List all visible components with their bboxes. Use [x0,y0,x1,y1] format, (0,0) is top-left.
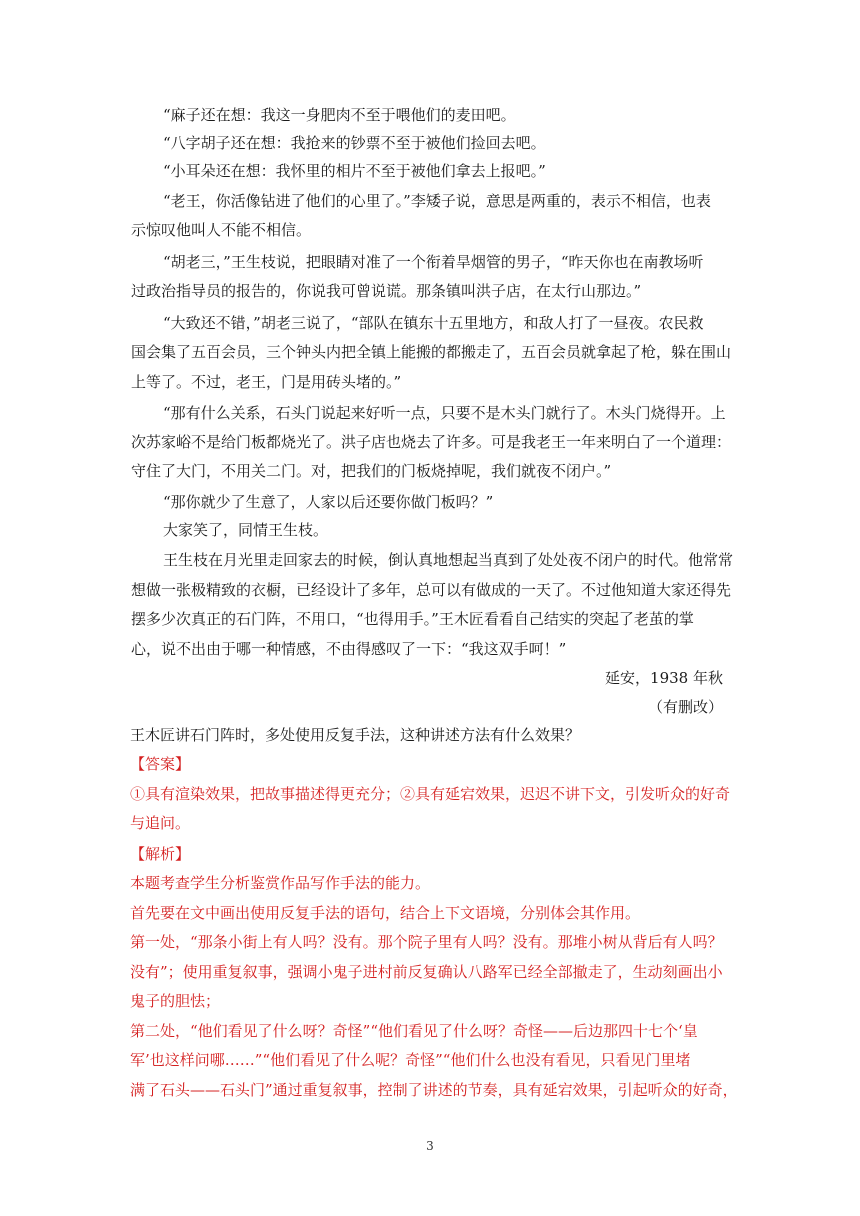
story-line: 次苏家峪不是给门板都烧光了。洪子店也烧去了许多。可是我老王一年来明白了一个道理： [131,433,732,451]
analysis-line: 满了石头——石头门”通过重复叙事，控制了讲述的节奏，具有延宕效果，引起听众的好奇， [130,1081,738,1099]
story-line: 大家笑了，同情王生枝。 [163,521,329,539]
analysis-line: 首先要在文中画出使用反复手法的语句，结合上下文语境，分别体会其作用。 [130,904,641,922]
story-line: 过政治指导员的报告的，你说我可曾说谎。那条镇叫洪子店，在太行山那边。” [131,282,642,300]
story-line: 摆多少次真正的石门阵，不用口，“也得用手。”王木匠看看自己结实的突起了老茧的掌 [131,610,694,628]
dateline: 延安，1938 年秋 [605,669,723,687]
analysis-line: 军’也这样问哪……”“他们看见了什么呢？奇怪”“他们什么也没有看见，只看见门里堵 [130,1051,691,1069]
story-line: 示惊叹他叫人不能不相信。 [131,221,312,239]
story-line: 国会集了五百会员，三个钟头内把全镇上能搬的都搬走了，五百会员就拿起了枪，躲在围山 [131,343,732,361]
analysis-line: 本题考查学生分析鉴赏作品写作手法的能力。 [130,874,431,892]
question-text: 王木匠讲石门阵时，多处使用反复手法，这种讲述方法有什么效果？ [130,726,581,744]
answer-label: 【答案】 [130,755,191,773]
story-line: 守住了大门，不用关二门。对，把我们的门板烧掉呢，我们就夜不闭户。” [131,462,612,480]
analysis-line: 第一处，“那条小街上有人吗？没有。那个院子里有人吗？没有。那堆小树从背后有人吗？ [130,933,723,951]
analysis-label: 【解析】 [130,845,191,863]
story-line: 心，说不出由于哪一种情感，不由得感叹了一下：“我这双手呵！” [131,640,567,658]
story-line: “胡老三，”王生枝说，把眼睛对准了一个衔着旱烟管的男子，“昨天你也在南教场听 [163,253,704,271]
analysis-line: 第二处，“他们看见了什么呀？奇怪”“他们看见了什么呀？奇怪——后边那四十七个‘皇 [130,1022,698,1040]
story-line: “小耳朵还在想：我怀里的相片不至于被他们拿去上报吧。” [163,162,546,180]
story-line: “大致还不错，”胡老三说了，“部队在镇东十五里地方，和敌人打了一昼夜。农民救 [163,314,704,332]
story-line: “麻子还在想：我这一身肥肉不至于喂他们的麦田吧。 [163,106,516,124]
source-note: （有删改） [647,698,723,716]
analysis-line: 鬼子的胆怯； [130,992,221,1010]
story-line: “老王，你活像钻进了他们的心里了。”李矮子说，意思是两重的，表示不相信，也表 [163,192,711,210]
story-line: 上等了。不过，老王，门是用砖头堵的。” [131,373,402,391]
analysis-line: 没有”；使用重复叙事，强调小鬼子进村前反复确认八路军已经全部撤走了，生动刻画出小 [130,963,723,981]
story-line: 王生枝在月光里走回家去的时候，倒认真地想起当真到了处处夜不闭户的时代。他常常 [163,551,734,569]
story-line: “那你就少了生意了，人家以后还要你做门板吗？” [163,493,494,511]
story-line: 想做一张极精致的衣橱，已经设计了多年，总可以有做成的一天了。不过他知道大家还得先 [131,581,732,599]
story-line: “那有什么关系，石头门说起来好听一点，只要不是木头门就行了。木头门烧得开。上 [163,404,726,422]
story-line: “八字胡子还在想：我抢来的钞票不至于被他们捡回去吧。 [163,134,546,152]
answer-line: 与追问。 [130,814,191,832]
answer-line: ①具有渲染效果，把故事描述得更充分；②具有延宕效果，迟迟不讲下文，引发听众的好奇 [130,785,731,803]
page-number: 3 [426,1139,434,1153]
